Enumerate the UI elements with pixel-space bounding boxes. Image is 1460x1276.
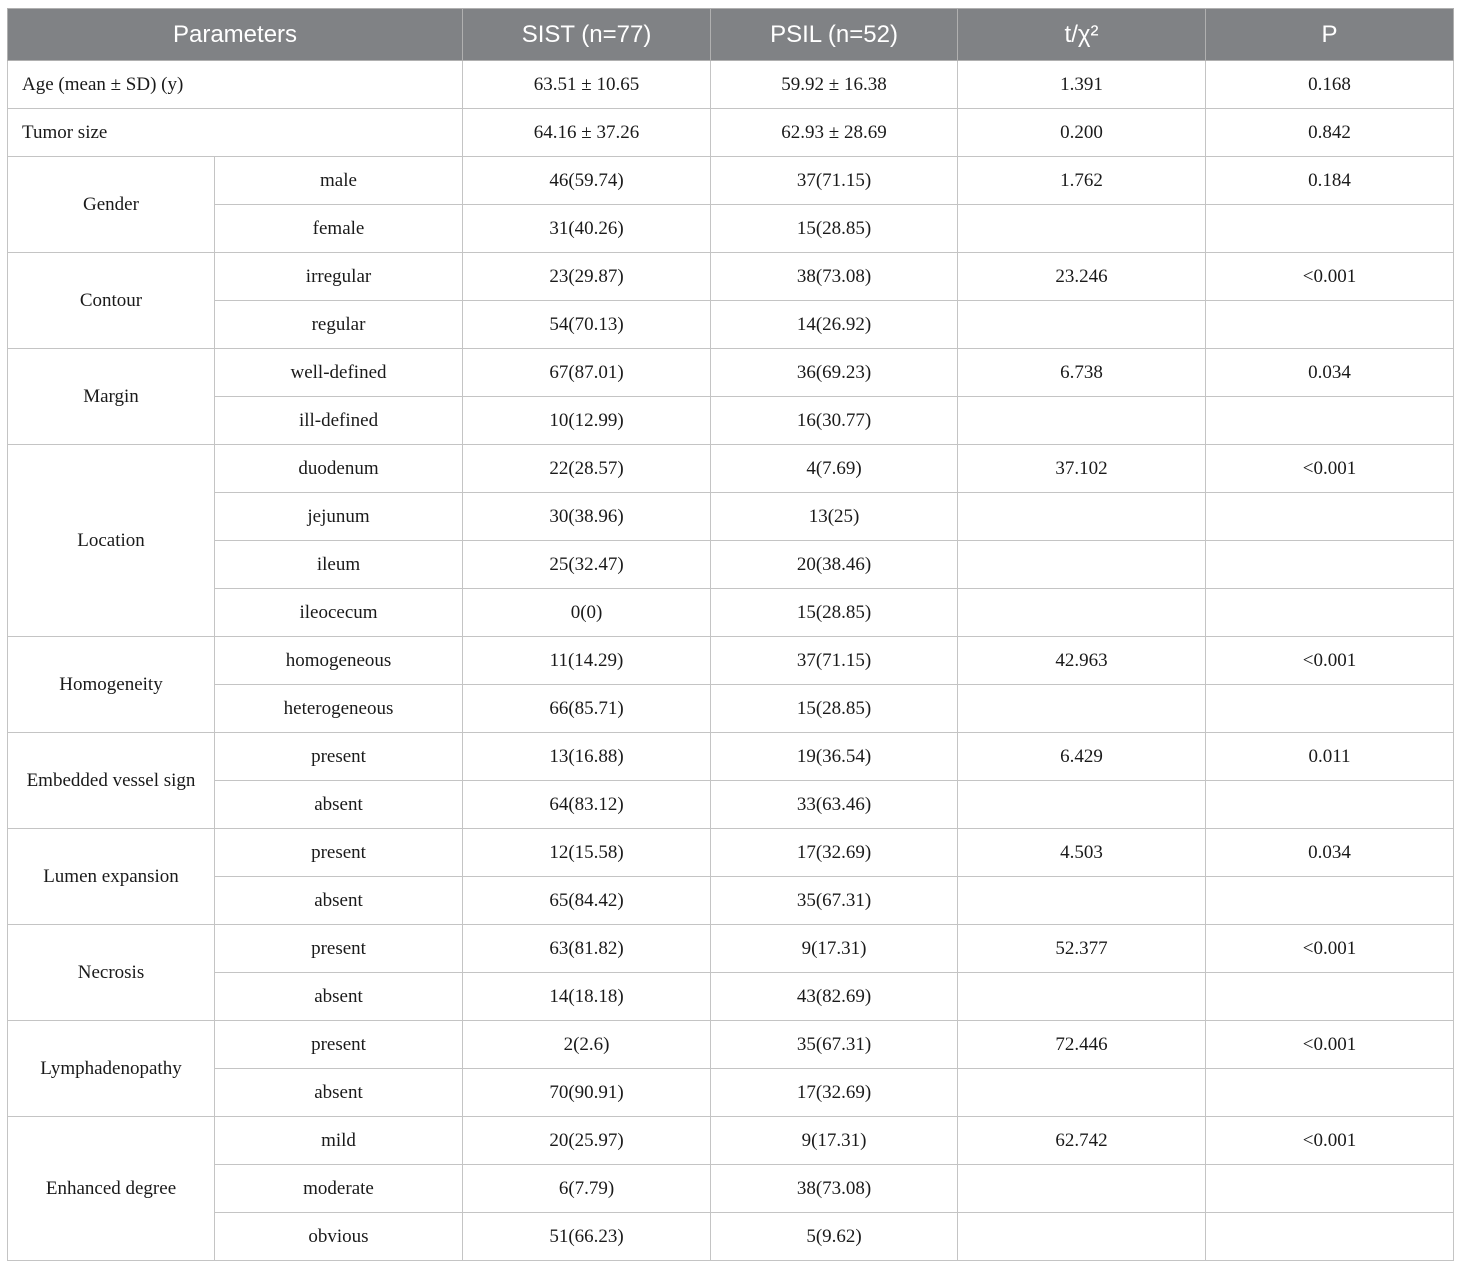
sist-value: 14(18.18): [463, 973, 711, 1021]
group-label: Contour: [8, 253, 215, 349]
sist-value: 46(59.74): [463, 157, 711, 205]
psil-value: 15(28.85): [711, 685, 958, 733]
table-row: [8, 589, 1454, 637]
header-p: P: [1206, 9, 1454, 61]
stat-value: 42.963: [958, 637, 1206, 685]
sist-value: 23(29.87): [463, 253, 711, 301]
table-row: [8, 829, 1454, 877]
p-value: <0.001: [1206, 637, 1454, 685]
subcategory-label: ileocecum: [215, 589, 463, 637]
table-row: [8, 733, 1454, 781]
table-header-row: [8, 9, 1454, 61]
subcategory-label: absent: [215, 877, 463, 925]
stat-value: 23.246: [958, 253, 1206, 301]
table-row: [8, 1069, 1454, 1117]
p-empty: [1206, 589, 1454, 637]
subcategory-label: ill-defined: [215, 397, 463, 445]
stat-value: 0.200: [958, 109, 1206, 157]
p-value: <0.001: [1206, 253, 1454, 301]
p-empty: [1206, 301, 1454, 349]
table-row: [8, 1165, 1454, 1213]
table-row: [8, 1117, 1454, 1165]
p-empty: [1206, 205, 1454, 253]
psil-value: 20(38.46): [711, 541, 958, 589]
p-empty: [1206, 541, 1454, 589]
header-sist: SIST (n=77): [463, 9, 711, 61]
sist-value: 11(14.29): [463, 637, 711, 685]
subcategory-label: present: [215, 925, 463, 973]
stat-empty: [958, 1213, 1206, 1261]
table-row: [8, 61, 1454, 109]
subcategory-label: homogeneous: [215, 637, 463, 685]
psil-value: 16(30.77): [711, 397, 958, 445]
subcategory-label: present: [215, 733, 463, 781]
sist-value: 22(28.57): [463, 445, 711, 493]
table-row: [8, 925, 1454, 973]
table-body: [8, 61, 1454, 1261]
sist-value: 63(81.82): [463, 925, 711, 973]
sist-value: 64.16 ± 37.26: [463, 109, 711, 157]
sist-value: 0(0): [463, 589, 711, 637]
p-empty: [1206, 1213, 1454, 1261]
stat-value: 1.391: [958, 61, 1206, 109]
stat-empty: [958, 301, 1206, 349]
psil-value: 33(63.46): [711, 781, 958, 829]
stat-value: 6.738: [958, 349, 1206, 397]
psil-value: 62.93 ± 28.69: [711, 109, 958, 157]
p-value: 0.034: [1206, 349, 1454, 397]
parameter-label: Tumor size: [8, 109, 463, 157]
stat-empty: [958, 397, 1206, 445]
psil-value: 13(25): [711, 493, 958, 541]
table-row: [8, 109, 1454, 157]
group-label: Margin: [8, 349, 215, 445]
subcategory-label: moderate: [215, 1165, 463, 1213]
table-row: [8, 637, 1454, 685]
p-value: 0.011: [1206, 733, 1454, 781]
stat-empty: [958, 973, 1206, 1021]
subcategory-label: male: [215, 157, 463, 205]
psil-value: 36(69.23): [711, 349, 958, 397]
p-value: 0.034: [1206, 829, 1454, 877]
p-empty: [1206, 685, 1454, 733]
table-row: [8, 349, 1454, 397]
stat-empty: [958, 685, 1206, 733]
stat-empty: [958, 1069, 1206, 1117]
sist-value: 12(15.58): [463, 829, 711, 877]
psil-value: 15(28.85): [711, 205, 958, 253]
p-value: <0.001: [1206, 445, 1454, 493]
table-row: [8, 253, 1454, 301]
sist-value: 63.51 ± 10.65: [463, 61, 711, 109]
group-label: Location: [8, 445, 215, 637]
p-value: 0.184: [1206, 157, 1454, 205]
p-empty: [1206, 1069, 1454, 1117]
sist-value: 2(2.6): [463, 1021, 711, 1069]
sist-value: 67(87.01): [463, 349, 711, 397]
psil-value: 59.92 ± 16.38: [711, 61, 958, 109]
stat-empty: [958, 493, 1206, 541]
stat-empty: [958, 541, 1206, 589]
psil-value: 9(17.31): [711, 1117, 958, 1165]
subcategory-label: duodenum: [215, 445, 463, 493]
table-row: [8, 157, 1454, 205]
sist-value: 31(40.26): [463, 205, 711, 253]
psil-value: 4(7.69): [711, 445, 958, 493]
subcategory-label: mild: [215, 1117, 463, 1165]
subcategory-label: regular: [215, 301, 463, 349]
stat-value: 37.102: [958, 445, 1206, 493]
sist-value: 66(85.71): [463, 685, 711, 733]
psil-value: 14(26.92): [711, 301, 958, 349]
subcategory-label: present: [215, 829, 463, 877]
table-row: [8, 493, 1454, 541]
p-empty: [1206, 781, 1454, 829]
sist-value: 10(12.99): [463, 397, 711, 445]
table-row: [8, 685, 1454, 733]
psil-value: 37(71.15): [711, 637, 958, 685]
p-empty: [1206, 493, 1454, 541]
stat-empty: [958, 1165, 1206, 1213]
p-empty: [1206, 397, 1454, 445]
stat-empty: [958, 205, 1206, 253]
group-label: Embedded vessel sign: [8, 733, 215, 829]
group-label: Gender: [8, 157, 215, 253]
sist-value: 30(38.96): [463, 493, 711, 541]
table-row: [8, 781, 1454, 829]
group-label: Enhanced degree: [8, 1117, 215, 1261]
stat-value: 62.742: [958, 1117, 1206, 1165]
subcategory-label: female: [215, 205, 463, 253]
p-value: <0.001: [1206, 1117, 1454, 1165]
table-row: [8, 205, 1454, 253]
group-label: Lymphadenopathy: [8, 1021, 215, 1117]
sist-value: 51(66.23): [463, 1213, 711, 1261]
sist-value: 20(25.97): [463, 1117, 711, 1165]
stat-empty: [958, 589, 1206, 637]
subcategory-label: irregular: [215, 253, 463, 301]
table-row: [8, 1021, 1454, 1069]
header-psil: PSIL (n=52): [711, 9, 958, 61]
psil-value: 38(73.08): [711, 1165, 958, 1213]
psil-value: 5(9.62): [711, 1213, 958, 1261]
header-parameters: Parameters: [8, 9, 463, 61]
subcategory-label: present: [215, 1021, 463, 1069]
subcategory-label: absent: [215, 973, 463, 1021]
p-empty: [1206, 877, 1454, 925]
sist-value: 25(32.47): [463, 541, 711, 589]
subcategory-label: obvious: [215, 1213, 463, 1261]
group-label: Homogeneity: [8, 637, 215, 733]
sist-value: 6(7.79): [463, 1165, 711, 1213]
p-empty: [1206, 973, 1454, 1021]
sist-value: 54(70.13): [463, 301, 711, 349]
header-stat: t/χ²: [958, 9, 1206, 61]
group-label: Necrosis: [8, 925, 215, 1021]
sist-value: 65(84.42): [463, 877, 711, 925]
psil-value: 17(32.69): [711, 829, 958, 877]
parameter-label: Age (mean ± SD) (y): [8, 61, 463, 109]
sist-value: 70(90.91): [463, 1069, 711, 1117]
stat-value: 52.377: [958, 925, 1206, 973]
table-row: [8, 1213, 1454, 1261]
table-row: [8, 301, 1454, 349]
p-value: <0.001: [1206, 925, 1454, 973]
stat-empty: [958, 877, 1206, 925]
p-value: <0.001: [1206, 1021, 1454, 1069]
group-label: Lumen expansion: [8, 829, 215, 925]
psil-value: 35(67.31): [711, 877, 958, 925]
psil-value: 35(67.31): [711, 1021, 958, 1069]
p-empty: [1206, 1165, 1454, 1213]
subcategory-label: absent: [215, 1069, 463, 1117]
subcategory-label: heterogeneous: [215, 685, 463, 733]
sist-value: 13(16.88): [463, 733, 711, 781]
table-row: [8, 541, 1454, 589]
psil-value: 43(82.69): [711, 973, 958, 1021]
table-row: [8, 877, 1454, 925]
psil-value: 37(71.15): [711, 157, 958, 205]
subcategory-label: well-defined: [215, 349, 463, 397]
p-value: 0.842: [1206, 109, 1454, 157]
subcategory-label: jejunum: [215, 493, 463, 541]
stat-value: 72.446: [958, 1021, 1206, 1069]
psil-value: 9(17.31): [711, 925, 958, 973]
stat-empty: [958, 781, 1206, 829]
table-row: [8, 397, 1454, 445]
psil-value: 38(73.08): [711, 253, 958, 301]
subcategory-label: ileum: [215, 541, 463, 589]
table-row: [8, 973, 1454, 1021]
subcategory-label: absent: [215, 781, 463, 829]
p-value: 0.168: [1206, 61, 1454, 109]
stat-value: 6.429: [958, 733, 1206, 781]
stat-value: 1.762: [958, 157, 1206, 205]
table-row: [8, 445, 1454, 493]
psil-value: 17(32.69): [711, 1069, 958, 1117]
psil-value: 15(28.85): [711, 589, 958, 637]
psil-value: 19(36.54): [711, 733, 958, 781]
sist-value: 64(83.12): [463, 781, 711, 829]
stat-value: 4.503: [958, 829, 1206, 877]
comparison-table: [7, 8, 1454, 1261]
